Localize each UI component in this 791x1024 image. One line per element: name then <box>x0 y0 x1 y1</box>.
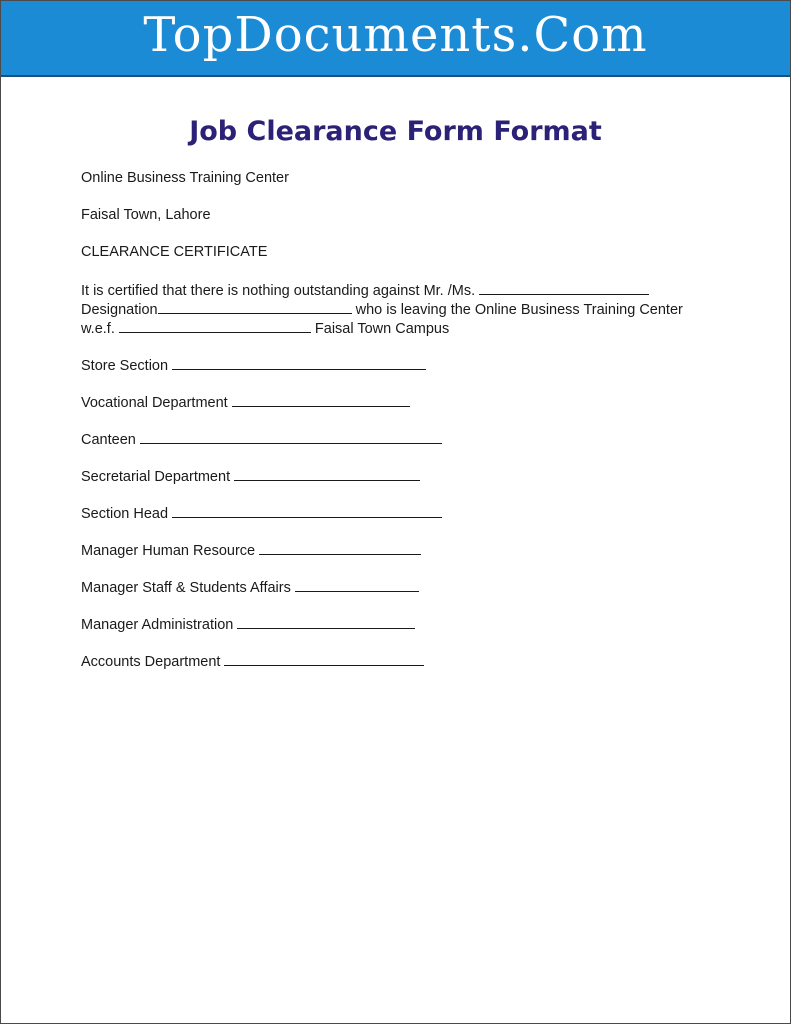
section-store <box>81 355 741 374</box>
statement-line-1 <box>81 280 741 299</box>
org-address: Faisal Town, Lahore <box>81 207 211 223</box>
wef-date-blank[interactable] <box>119 318 311 333</box>
section-signature-blank[interactable] <box>234 466 420 481</box>
section-staff-affairs <box>81 577 741 596</box>
section-signature-blank[interactable] <box>295 577 419 592</box>
section-signature-blank[interactable] <box>237 614 415 629</box>
section-label: Manager Human Resource <box>81 543 256 559</box>
certificate-heading: CLEARANCE CERTIFICATE <box>81 244 268 260</box>
section-vocational <box>81 392 741 411</box>
section-label: Store Section <box>81 358 169 374</box>
employee-name-blank[interactable] <box>479 280 649 295</box>
campus-text: Faisal Town Campus <box>310 321 450 337</box>
section-hr <box>81 540 741 559</box>
site-logo-text: TopDocuments.Com <box>143 7 648 63</box>
section-signature-blank[interactable] <box>232 392 410 407</box>
section-signature-blank[interactable] <box>172 355 426 370</box>
designation-blank[interactable] <box>158 299 352 314</box>
section-label: Canteen <box>81 432 136 448</box>
section-label: Section Head <box>81 506 169 522</box>
section-label: Vocational Department <box>81 395 228 411</box>
section-head <box>81 503 741 522</box>
form-body <box>81 169 741 670</box>
section-canteen <box>81 429 741 448</box>
section-label: Secretarial Department <box>81 469 231 485</box>
document-title: Job Clearance Form Format <box>189 116 602 147</box>
section-signature-blank[interactable] <box>224 651 424 666</box>
section-secretarial <box>81 466 741 485</box>
designation-label: Designation <box>81 302 158 318</box>
section-label: Manager Staff & Students Affairs <box>81 580 291 596</box>
section-signature-blank[interactable] <box>172 503 442 518</box>
section-administration <box>81 614 741 633</box>
statement-text: It is certified that there is nothing outstanding against Mr. /Ms. <box>81 283 476 299</box>
section-label: Manager Administration <box>81 617 234 633</box>
statement-line-2 <box>81 299 741 318</box>
wef-label: w.e.f. <box>81 321 115 337</box>
section-accounts <box>81 651 741 670</box>
section-signature-blank[interactable] <box>259 540 421 555</box>
section-label: Accounts Department <box>81 654 221 670</box>
org-name: Online Business Training Center <box>81 170 289 186</box>
site-banner <box>1 1 790 77</box>
statement-leaving-text: who is leaving the Online Business Training Center <box>351 302 683 318</box>
section-signature-blank[interactable] <box>140 429 442 444</box>
statement-line-3 <box>81 318 741 337</box>
